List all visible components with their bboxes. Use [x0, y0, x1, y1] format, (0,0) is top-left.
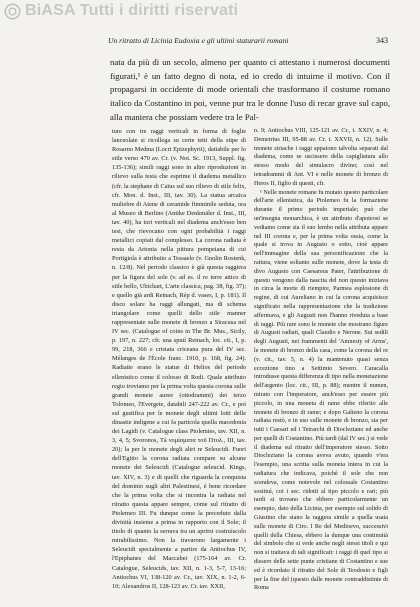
- intro-paragraph: nata da più di un secolo, almeno per quanto ci attestano i numerosi documenti figurati,¹ è un fatto degno di nota, ed io credo di intuirne il motivo. Con il propagarsi in occidente di mode orientali che trasformano il costume romano italico da Costantino in poi, venne pur tra le donne l'uso di recar grave sul capo, alla maniera che possiam vedere tra le Pal-: [110, 57, 390, 122]
- running-title: Un ritratto di Licinia Eudoxia e gli ultimi staturarii romani: [108, 36, 289, 45]
- biasa-logo-icon: [4, 3, 21, 20]
- footnote-paragraph: ture con tre raggi verticali in forma di foglie lanceolate si ricollega su certe tetti della stipe di Rosarno Medma (Locri Epizephyrii), datiabile per lo stile verso 470 av. Cr. (v. Not. Sc. 1913, Suppl. fig. 135-136); simili raggi sono in altre riproduzioni in rilievo sulla testa che esprime il diadema metallico (cfr. la stephane di Caïus sul suo rilievo di stile felix, cfr. Mon. d. Inst., III, tav. 30). La statua arcaica muliebre di Atene di ceramide fimminile seduta, ora al Museo di Berlino (Antike Denkmäler d. Inst., III, tav. 40), ha tori verticali nel diadema anch'esso ben tesi, che rievocano con ogni probabilità i raggi metallici copiati dal complesso. La corona radiata è resta da Artonia nella pittura pompeiana di cui Portigiola è attribuito a Tessaelo (v. Gnolin Rostenk, n. 12/8). Nel periodo classico è già questa raggiera per la figura del sole (v. ad es. il re terre attico di stile bello, Ubichart, L'arte classica, pag. 38, fig. 37); e quello già ardi Reinach, Rép d. vases, I, p. 181). Il disco solare ha raggi allungati, ma di schema triangolare come quelli dello stile manner rappresentate sulle monete di bronzo a Siracusa nel IV sec. (Catalogue of coins in The Br. Mus., Sicily, p. 197, n. 227; cfr. una sputì Reinach, loc. cit., I, p. 99, 218, 366 e cristata criceana pura del IV sec. Mélanges de l'École franc. 1910, p. 168, fig. 24). Radiatte erano le statue di Helios del periodo ellenistico come il colosso di Rodi. Quale attributo regio troviamo per la prima volta questa corona sulle grandi monete auree (ottodrammi) dei terzo Tolomeo, l'Evergete, databili 247-222 av. Cr., e poi sul gustifica per le monete degli ultimi lotti delle dinastie indigene a cui fa particola quella macedonia dei Lagidi (v. Catalogue class Ptolemies, tav. XII, n. 3, 4, 5; Svoronos, Tà νομίσματα τοῦ Πτολ., III, tav. 20); la per le monete degli altri re Seleucidi. Fuori dell'Egitto la corona radiata compare su alcune monete dei Seleucidi (Catalogue seleucid. Kings, tav. XIV, n. 3) e di quelli che riguarda la conquista del dominio sugli altri Palestinesi, è bene ricordare che la prima volta che si incontra la radiata nel ritratto questa appare sempre, come sul ritratto di Ptolemeo III. Fu dunque come la preceduto dalla divinità insieme a prima in rapporto con il Sole; il titolo di quanto la serrava tra un aprirsi costruiscolo mirabilissimo. Non la travarono largamente i Seleucidi specialmente a partire da Antiochus IV, l'Epiphanes del Maccabei (175-164 av. Cr. Catalogue, Seleucids, tav. XII, n. 1-3, 5-7, 13-16; Antiochus VI, 138-120 av. Cr., tav. XIX, n. 1-2, 6-10; Alexandros II, 128-123 av. Cr. tav. XXII,: [112, 128, 246, 590]
- footnote-paragraph: n. 9; Antiochus VIII, 125-121 av. Cr., t. XXIV, n. 4; Demetrius III, 95-88 av. Cr. t. XXVII, n. 12). Sulle monete siriache i raggi appaiono talvolta separati dal diadema, come se uscissero della capigliatura allo stesso modo del simulacro divino; così nel tetradrammi di Ant. VI e nelle monete di bronzo di Heros II, figlio di questi, cfr.: [254, 127, 388, 187]
- footnote-paragraph: ¹ Nelle monete romane fu mutato questo particolare dell'arte ellenistica, da Ptolemeo fu la formazione durante il primo periodo imperiale; può che un'insegna monarchica, è un attributo d'apoteosi se vediamo come sia il suo lembo nella attributa appare nel III corona e, per la prima volta ossia, come la quale si trova in Augusto o sotto, cioè appare nell'immagine della sua personificazione che la rattura, viene soltanto sulle monete, dove la testa di divo Augusto con Caesareus Pater, l'attribuzione di questo vengono dalla nascita del non questo iniziava in circa la morte di riempire, Parmea esplosione di regine, di cui Aureliano in cui la corona acquisisce significato nella rappresentazione che la tradizione affermava, e gli Augusti non l'hanno riveduta a base di raggi. Più rare sono le monete che mostrano figure di Augusti radiati, quali Claudio e Nerone. Sui sedili degli Augusti, nei frammenti del 'Amnesty of Arms', le monete di bronzo della casa, come la corona del re (v. cit., tav. 5, n. 4) la mantenuto quasi senza eccezione tino a Settimio Severo. Caracalla introdusse questa differenza di tipo nella monetazione dell'argento (loc. cit., III, p. 88); mentre il numen, mirato con l'imperatore, anch'esso per essere più piccolo, in una moneta di rame ebbe riferito alle monete di bronzo di rame; e dopo Galieno la corona radiata restò, e in uso sulle monete di bronzo, sia per tutti i Caesari ed i Tetrarchi di Diocleziano ed anche per quelli di Costantino. Più tardi (dal IV sec.) si vede il diadema sul ritratto dell'imperatore stesso. Sotto Diocleziano la corona aveva avuto, quando v'era l'esempio, una scritta sulla moneta intera in cui la radiatura che indicava, poichè il sole che non scendeva, come notevole nel colossale Costantino sostituì, coi i sec. ridotti al tipo piccolo e rari; più tardi si trovano che ebbero particolarmente un esempio, dato della Licinia, per esempio sul solido di Giustino che siano la raggera simile a quella usata sulle monete di Ciro. I Re del Medioevo, successivi quelli della Chiesa, ebbero la dunque una continuità del simbolo che si vede anche negli stessi titoli e qui non si trattava di tali significati: i raggi di quel tipo si dissero delle sette punte cristiane di Costantino e sue ed è ricordato il ritratto del Sole di Teodosio e figli per la fine del (questo dalle monete contraddistinte di Roma: [254, 188, 388, 592]
- watermark-text: BiASA Tutti i diritti riservati: [25, 2, 239, 19]
- footnote-column-right: [254, 127, 388, 593]
- watermark: [0, 0, 420, 22]
- page-number: 343: [376, 36, 388, 45]
- footnote-column-left: [112, 127, 246, 591]
- body-text: [110, 56, 390, 125]
- running-head: [108, 36, 388, 45]
